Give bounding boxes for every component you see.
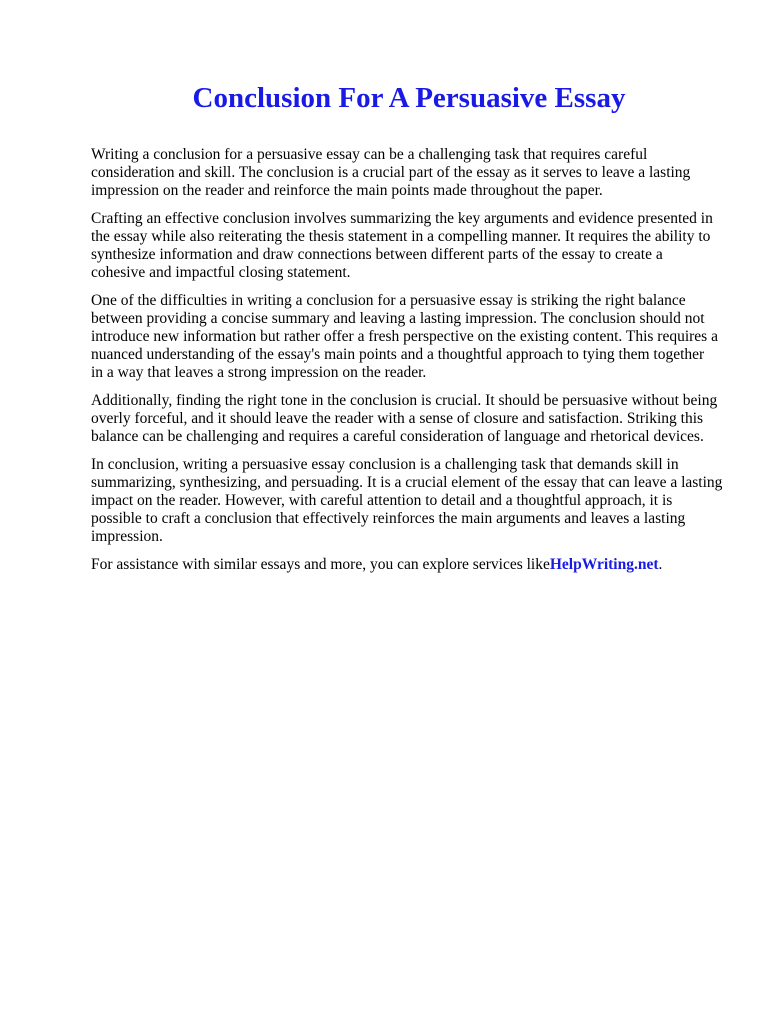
text-line: impact on the reader. However, with careful attention to detail and a thoughtful approach, it is bbox=[91, 492, 673, 509]
text-line: introduce new information but rather offer a fresh perspective on the existing content. This requires a bbox=[91, 328, 718, 345]
essay-body bbox=[91, 146, 731, 584]
text-line: impression. bbox=[91, 528, 163, 545]
helpwriting-link[interactable]: HelpWriting.net bbox=[549, 556, 659, 573]
text-line: In conclusion, writing a persuasive essay conclusion is a challenging task that demands skill in bbox=[91, 456, 679, 473]
text-line: synthesize information and draw connections between different parts of the essay to create a bbox=[91, 246, 663, 263]
paragraph-1 bbox=[91, 146, 731, 200]
text-line: Additionally, finding the right tone in the conclusion is crucial. It should be persuasive without being bbox=[91, 392, 718, 409]
text-line: between providing a concise summary and leaving a lasting impression. The conclusion should not bbox=[91, 310, 705, 327]
text-line: balance can be challenging and requires a careful consideration of language and rhetorical devices. bbox=[91, 428, 704, 445]
text-line: overly forceful, and it should leave the reader with a sense of closure and satisfaction. Striking this bbox=[91, 410, 704, 427]
text-line: the essay while also reiterating the thesis statement in a compelling manner. It requires the ability to bbox=[91, 228, 711, 245]
footer-prefix: For assistance with similar essays and more, you can explore services like bbox=[91, 556, 550, 573]
paragraph-3 bbox=[91, 292, 731, 382]
text-line: Crafting an effective conclusion involves summarizing the key arguments and evidence presented in bbox=[91, 210, 713, 227]
paragraph-5 bbox=[91, 456, 731, 546]
paragraph-2 bbox=[91, 210, 731, 282]
text-line: One of the difficulties in writing a conclusion for a persuasive essay is striking the right balance bbox=[91, 292, 686, 309]
text-line: summarizing, synthesizing, and persuading. It is a crucial element of the essay that can leave a lasting bbox=[91, 474, 723, 491]
footer-suffix: . bbox=[658, 556, 663, 573]
text-line: nuanced understanding of the essay's main points and a thoughtful approach to tying them together bbox=[91, 346, 705, 363]
text-line: consideration and skill. The conclusion is a crucial part of the essay as it serves to leave a lasting bbox=[91, 164, 691, 181]
page-title: Conclusion For A Persuasive Essay bbox=[192, 82, 626, 114]
text-line: cohesive and impactful closing statement. bbox=[91, 264, 351, 281]
text-line: in a way that leaves a strong impression on the reader. bbox=[91, 364, 427, 381]
text-line: impression on the reader and reinforce the main points made throughout the paper. bbox=[91, 182, 603, 199]
text-line: Writing a conclusion for a persuasive essay can be a challenging task that requires careful bbox=[91, 146, 648, 163]
text-line: possible to craft a conclusion that effectively reinforces the main arguments and leaves a lasting bbox=[91, 510, 686, 527]
paragraph-4 bbox=[91, 392, 731, 446]
footer-paragraph bbox=[91, 556, 731, 574]
